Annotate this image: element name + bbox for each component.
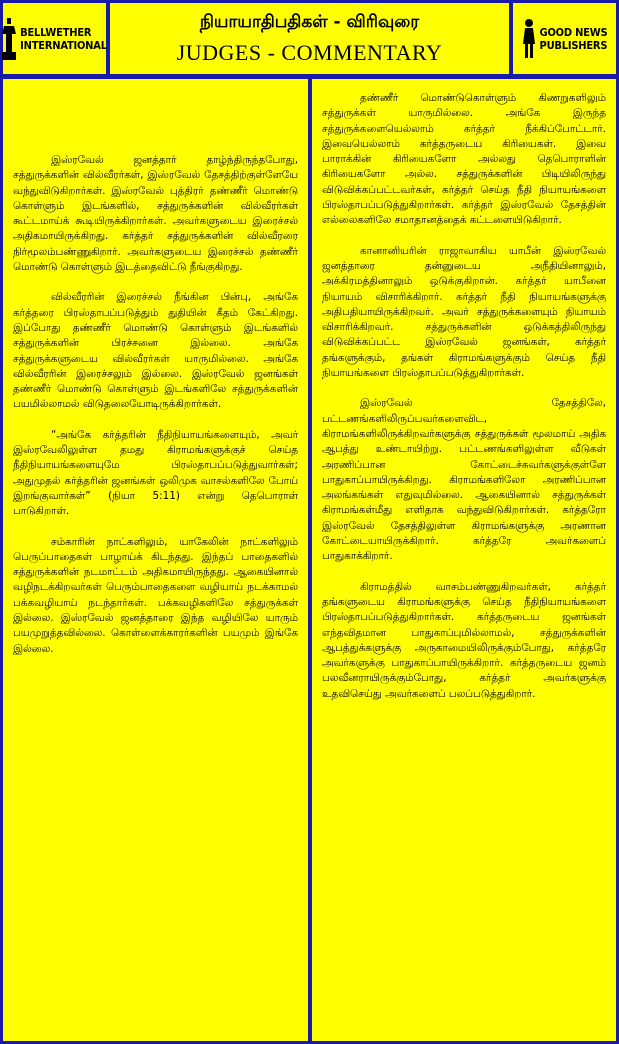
left-paragraph-4: சம்காரின் நாட்களிலும், யாகேலின் நாட்களிலும் பெருப்பாதைகள் பாழாய்க் கிடந்தது. இந்தப் பாதைகளில் சத்துருக்களின் நடமாட்டம் அதிகமாயிருந்தது. ஆகையினால் வழிநடக்கிறவர்கள் பெரும்பாதைகளை வழியாய் நடக்காமல் பக்கவழியாய் நடந்தார்கள். பக்கவழிகளிலே சத்துருக்கள் இல்லை. இஸ்ரவேல் ஜனத்தாரை இந்த வழியிலே யாரும் பயமுறுத்தவில்லை. கொள்ளைக்காரர்களின் பயமும் இங்கே இல்லை. — [13, 535, 298, 655]
good-news-logo-box — [513, 3, 616, 74]
bellwether-logo-line2: INTERNATIONAL — [20, 38, 107, 52]
right-paragraph-2: கானானியரின் ராஜாவாகிய யாபீன் இஸ்ரவேல் ஜனத்தாரை தன்னுடைய அநீதியினாலும், அக்கிரமத்தினாலும் ஒடுக்குகிறான். கர்த்தர் யாபீனை நியாயம் விசாரிக்கிறார். கர்த்தர் நீதி நியாயங்களுக்கு அதிபதியாயிருக்கிறவர். அவர் சத்துருக்களையும் நியாயம் விசாரிக்கிறவர். சத்துருக்களின் ஒடுக்கத்திலிருந்து விடுவிக்கப்பட்ட இஸ்ரவேல் ஜனங்கள், கர்த்தர் தங்களுக்கும், தங்கள் கிராமங்களுக்கும் செய்த நீதி நியாயங்களை பிரஸ்தாபப்படுத்துகிறார்கள். — [322, 244, 606, 380]
good-news-logo-text — [540, 26, 608, 52]
left-paragraph-1: இஸ்ரவேல் ஜனத்தார் தாழ்ந்திருந்தபோது, சத்துருக்களின் வில்வீரர்கள், இஸ்ரவேல் தேசத்திற்குள்ளேயே வந்துவிடுகிறார்கள். இஸ்ரவேல் புத்திரர் தண்ணீர் மொண்டு கொள்ளும் இடங்களில், சத்துருக்களின் வில்வீரர்கள் கூட்டமாய்க் கூடியிருக்கிறார்கள். அவர்களுடைய இரைச்சல் அதிகமாயிருக்கிறது. கர்த்தர் சத்துருக்களின் வில்வீரரை நிர்மூலம்பண்ணுகிறார். அவர்களுடைய இரைச்சல் தண்ணீர் மொண்டு கொள்ளும் இடத்தைவிட்டு நீங்குகிறது. — [13, 154, 298, 274]
right-paragraph-4: கிராமத்தில் வாசம்பண்ணுகிறவர்கள், கர்த்தர் தங்களுடைய கிராமங்களுக்கு செய்த நீதிநியாயங்களை பிரஸ்தாபப்படுத்துகிறார்கள். கர்த்தருடைய ஜனங்கள் எந்தவிதமான பாதுகாப்புமில்லாமல், சத்துருக்களின் ஆபத்துக்களுக்கு அருகாமையிலிருக்கும்போது, கர்த்தரே அவர்களுக்கு பாதுகாப்பாயிருக்கிறார். கர்த்தருடைய ஜனம் பலவீனராயிருக்கும்போது, கர்த்தர் அவர்களுக்கு உதவிசெய்து அவர்களைப் பலப்படுத்துகிறார். — [322, 580, 606, 700]
page-title-english: JUDGES - COMMENTARY — [176, 40, 443, 65]
good-news-logo-icon — [522, 18, 536, 60]
left-column — [3, 79, 308, 1041]
good-news-logo-line1: GOOD NEWS — [539, 25, 608, 39]
good-news-logo-line2: PUBLISHERS — [539, 38, 608, 52]
left-paragraph-2: வில்வீரரின் இரைச்சல் நீங்கின பின்பு, அங்கே கர்த்தரை பிரஸ்தாபப்படுத்தும் துதியின் கீதம் கேட்கிறது. இப்போது தண்ணீர் மொண்டு கொள்ளும் இடங்களில் சத்துருக்களின் பிரச்சனை இல்லை. அங்கே சத்துருக்களுடைய வில்வீரர்கள் யாருமில்லை. அங்கே வில்வீரரின் இரைச்சலும் இல்லை. இஸ்ரவேல் ஜனங்கள் தண்ணீர் மொண்டு கொள்ளும் இடங்களிலே சத்துருக்களின் பயமில்லாமல் விடுதலையோடிருக்கிறார்கள். — [13, 291, 298, 411]
right-column-text — [322, 91, 606, 717]
right-paragraph-1: தண்ணீர் மொண்டுகொள்ளும் கிணறுகளிலும் சத்துருக்கள் யாருமில்லை. அங்கே இருந்த சத்துருக்களையெல்லாம் கர்த்தர் நீக்கிப்போட்டார். இவையெல்லாம் கர்த்தருடைய கிரியைகள். இவை பாராக்கின் கிரியைகளோ அல்லது தெபொராளின் கிரியைகளோ அல்ல. சத்துருக்களின் பிடியிலிருந்து விடுவிக்கப்பட்டவர்கள், கர்த்தர் செய்த நீதி நியாயங்களை பிரஸ்தாபப்படுத்துகிறார்கள். கர்த்தர் இஸ்ரவேல் தேசத்தின் எல்லைகளிலே சமாதானத்தைக் கட்டளையிடுகிறார். — [322, 92, 606, 227]
page-title-tamil: நியாயாதிபதிகள் - விரிவுரை — [199, 12, 420, 32]
bellwether-logo-icon — [2, 18, 16, 60]
right-paragraph-3: இஸ்ரவேல் தேசத்திலே, பட்டணங்களிலிருப்பவர்களைவிட, கிராமங்களிலிருக்கிறவர்களுக்கு சத்துருக்கள் மூலமாய் அதிக ஆபத்து உண்டாயிற்று. பட்டணங்களிலுள்ள வீடுகள் அரணிப்பான கோட்டைச்சுவர்களுக்குள்ளே பாதுகாப்பாயிருக்கிறது. கிராமங்களிலோ அரணிப்பான அலங்கங்கள் எதுவுமில்லை. ஆகையினால் சத்துருக்கள் கிராமங்கள்மீது எளிதாக வந்துவிடுகிறார்கள். கர்த்தரோ இஸ்ரவேல் தேசத்திலுள்ள கிராமங்களுக்கு அரணான கோட்டையாயிருக்கிறார். கர்த்தரே அவர்களைப் பாதுகாக்கிறார். — [322, 397, 606, 563]
left-column-text — [13, 153, 298, 672]
title-box — [110, 3, 509, 74]
left-paragraph-3: “அங்கே கர்த்தரின் நீதிநியாயங்களையும், அவர் இஸ்ரவேலிலுள்ள தமது கிராமங்களுக்குச் செய்த நீதிநியாயங்களையுமே பிரஸ்தாபப்படுத்துவார்கள்; அதுமுதல் கர்த்தரின் ஜனங்கள் ஒலிமுக வாசல்களிலே போய் இறங்குவார்கள்” (நியா 5:11) என்று தெபொராள் பாடுகிறாள். — [13, 428, 298, 518]
bellwether-logo-text — [20, 26, 107, 52]
right-column — [312, 79, 616, 1041]
bellwether-logo-box — [3, 3, 106, 74]
bellwether-logo-line1: BELLWETHER — [20, 25, 92, 39]
